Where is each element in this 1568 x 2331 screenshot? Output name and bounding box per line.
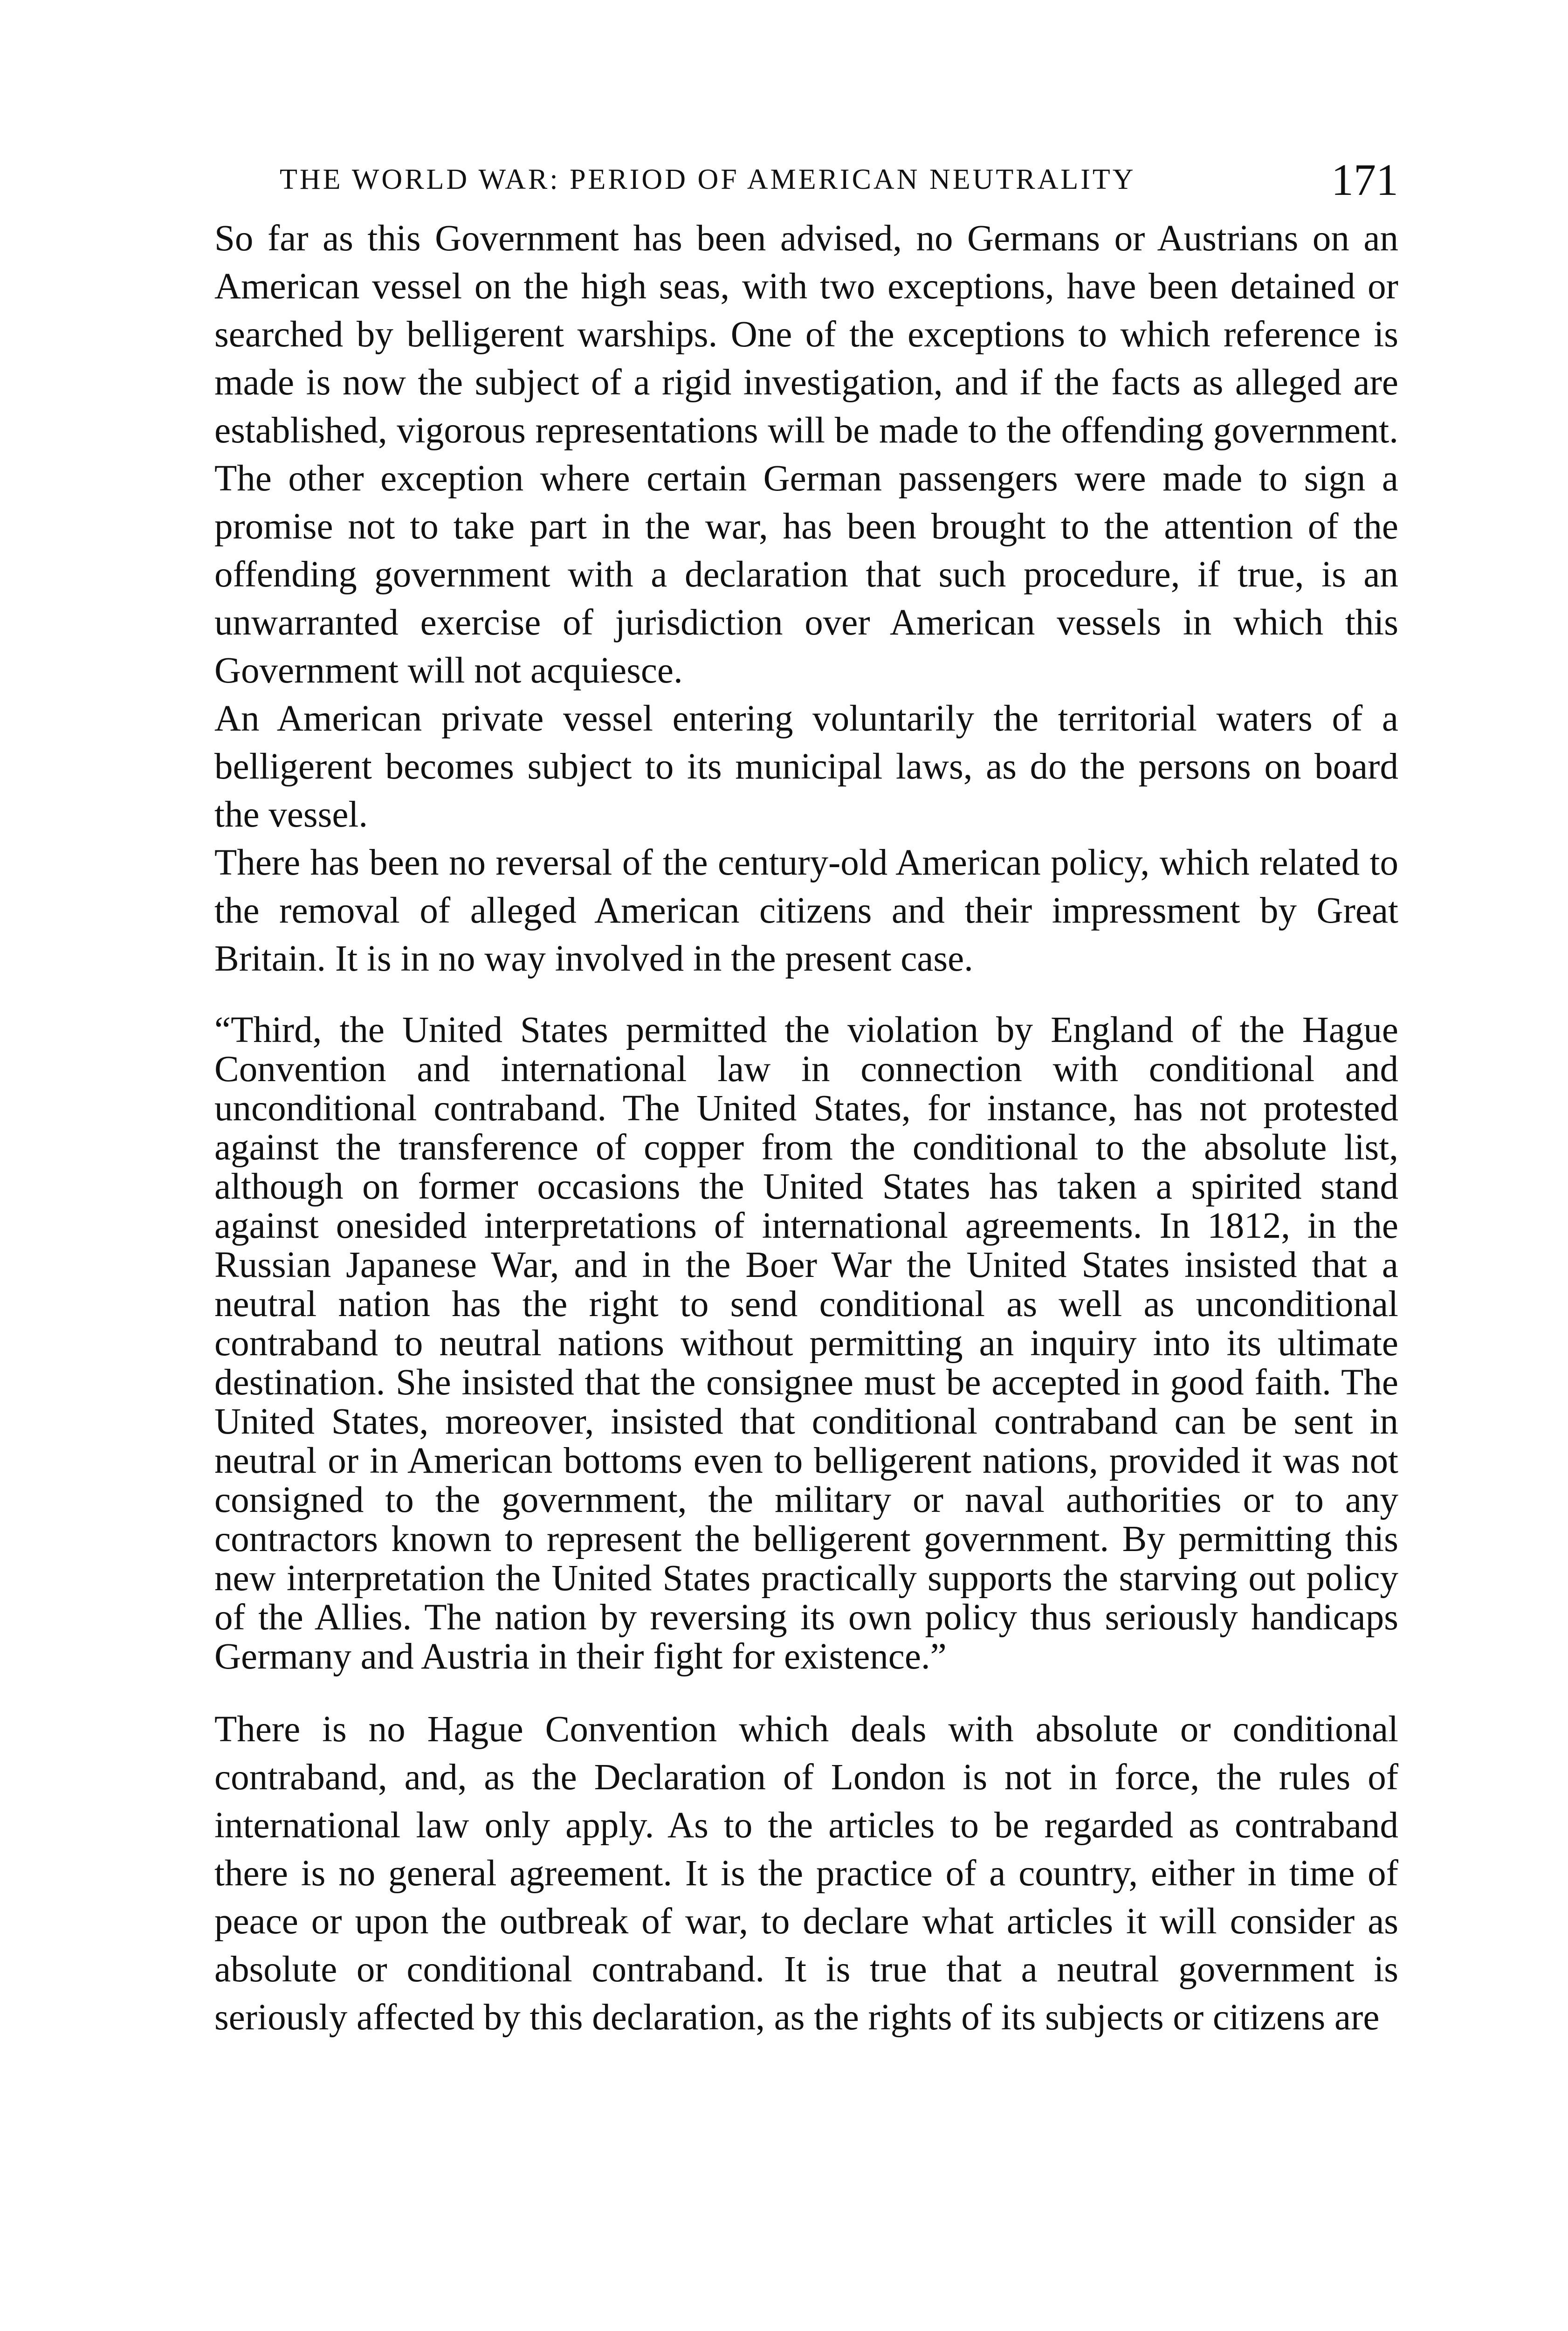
paragraph-third-complaint: “Third, the United States permitted the violation by England of the Hague Convention and international law in connection with conditional and unconditional contraband. The United States, for instance, has not protested against the transference of copper from the conditional to the absolute list, although on former occasions the United States has taken a spirited stand against onesided interpretations of international agreements. In 1812, in the Russian Japanese War, and in the Boer War the United States insisted that a neutral nation has the right to send conditional as well as unconditional contraband to neutral nations without permitting an inquiry into its ultimate destination. She insisted that the consignee must be accepted in good faith. The United States, moreover, insisted that conditional contraband can be sent in neutral or in American bottoms even to belligerent nations, provided it was not consigned to the government, the military or naval authorities or to any contractors known to represent the belligerent government. By permitting this new interpretation the United States practically supports the starving out policy of the Allies. The nation by reversing its own policy thus seriously handicaps Germany and Austria in their fight for existence.” (214, 1010, 1398, 1677)
paragraph-hague-convention: There is no Hague Convention which deals with absolute or conditional contraband, and, as the Declaration of London is not in force, the rules of international law only apply. As to the articles to be regarded as contraband there is no general agreement. It is the practice of a country, either in time of peace or upon the outbreak of war, to declare what articles it will consider as absolute or conditional contraband. It is true that a neutral government is seriously affected by this declaration, as the rights of its subjects or citizens are (214, 1709, 1398, 2038)
running-head (214, 154, 1398, 214)
paragraph-territorial-waters: An American private vessel entering voluntarily the territorial waters of a belligerent becomes subject to its municipal laws, as do the persons on board the vessel. (214, 698, 1398, 835)
running-title: THE WORLD WAR: PERIOD OF AMERICAN NEUTRALITY (280, 164, 1136, 195)
paragraph-impressment-policy: There has been no reversal of the century-old American policy, which related to the removal of alleged American citizens and their impressment by Great Britain. It is in no way involved in the present case. (214, 842, 1398, 979)
document-page (214, 154, 1398, 2041)
paragraph-exceptions: So far as this Government has been advised, no Germans or Austrians on an American vessel on the high seas, with two exceptions, have been detained or searched by belligerent warships. One of the exceptions to which reference is made is now the subject of a rigid investigation, and if the facts as alleged are established, vigorous representations will be made to the offending government. The other exception where certain German passengers were made to sign a promise not to take part in the war, has been brought to the attention of the offending government with a declaration that such procedure, if true, is an unwarranted exercise of jurisdiction over American vessels in which this Government will not acquiesce. (214, 218, 1398, 691)
page-number: 171 (1331, 155, 1398, 205)
reply-text-block (214, 214, 1398, 983)
quoted-complaint-block (214, 1011, 1398, 1676)
contraband-reply-block (214, 1705, 1398, 2041)
